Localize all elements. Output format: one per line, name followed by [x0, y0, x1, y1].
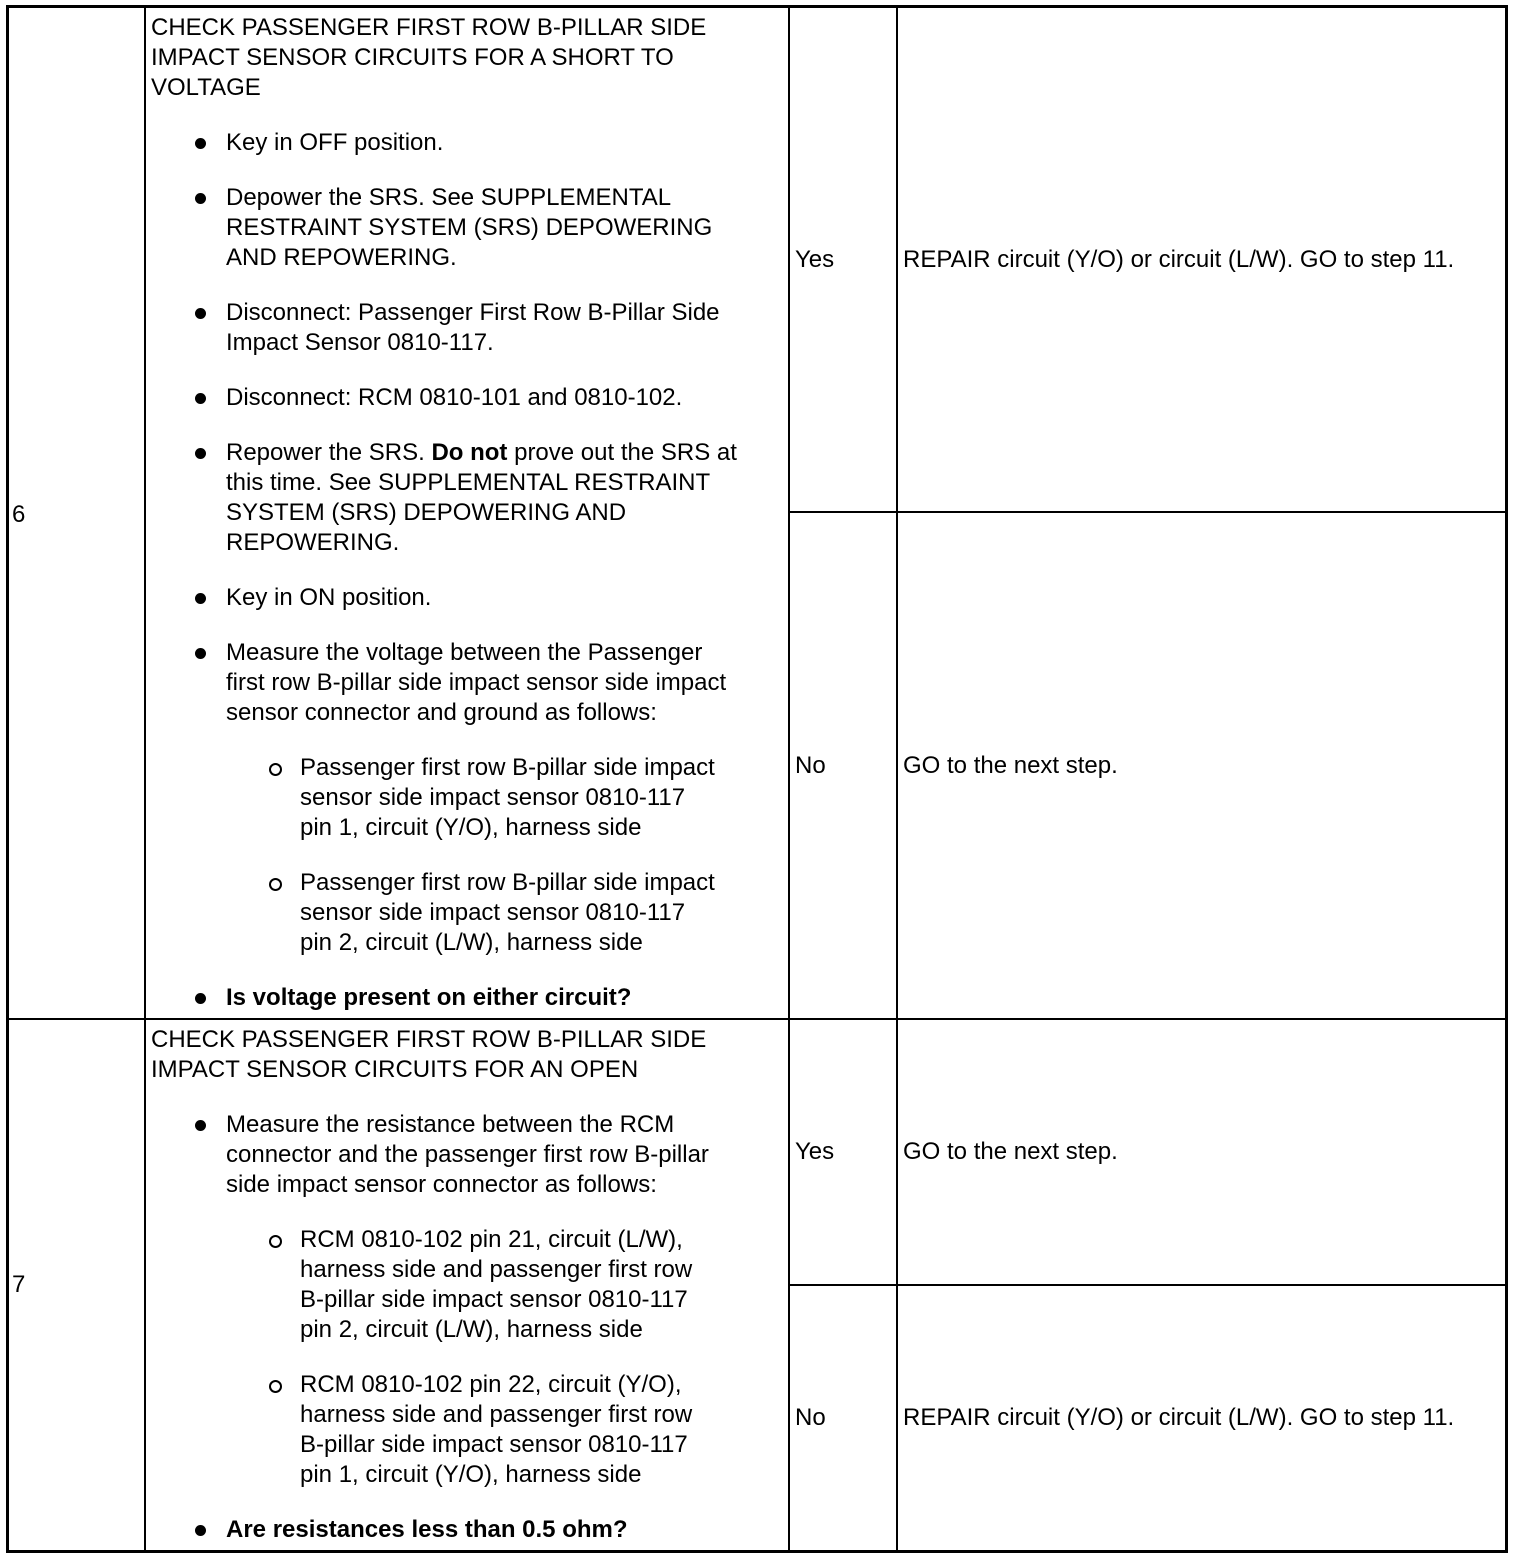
step-7-bullet-1-line-2: connector and the passenger first row B-pillar [226, 1141, 709, 1168]
sub-bullet-icon [269, 1235, 282, 1248]
step-6-sub-1-line-1: Passenger first row B-pillar side impact [300, 754, 715, 781]
step-7-yes-action: GO to the next step. [903, 1138, 1118, 1165]
step-7-sub-1-line-3: B-pillar side impact sensor 0810-117 [300, 1286, 688, 1313]
step-6-bullet-5-line-4: REPOWERING. [226, 529, 400, 556]
step-6-sub-2-line-2: sensor side impact sensor 0810-117 [300, 899, 686, 926]
step-6-sub-1-line-3: pin 1, circuit (Y/O), harness side [300, 814, 642, 841]
step-6-sub-2-line-1: Passenger first row B-pillar side impact [300, 869, 715, 896]
step-6-bullet-6: Key in ON position. [226, 584, 432, 611]
step-7-question: Are resistances less than 0.5 ohm? [226, 1516, 628, 1543]
bullet-icon [195, 393, 206, 404]
step-7-sub-2-line-2: harness side and passenger first row [300, 1401, 693, 1428]
col-divider-3 [896, 6, 898, 1552]
step-6-bullet-5-line-3: SYSTEM (SRS) DEPOWERING AND [226, 499, 627, 526]
row-divider-6-yesno [789, 511, 1507, 513]
step-7-bullet-1-line-1: Measure the resistance between the RCM [226, 1111, 675, 1138]
bullet-icon [195, 1525, 206, 1536]
step-6-bullet-2-line-1: Depower the SRS. See SUPPLEMENTAL [226, 184, 672, 211]
step-6-question: Is voltage present on either circuit? [226, 984, 632, 1011]
col-divider-2 [788, 6, 790, 1552]
bullet-icon [195, 308, 206, 319]
step-6-bullet-4: Disconnect: RCM 0810-101 and 0810-102. [226, 384, 683, 411]
step-7-no-label: No [795, 1404, 826, 1431]
step-7-number: 7 [12, 1271, 26, 1298]
step-6-bullet-3-line-2: Impact Sensor 0810-117. [226, 329, 494, 356]
step-6-yes-label: Yes [795, 246, 835, 273]
step-6-sub-2-line-3: pin 2, circuit (L/W), harness side [300, 929, 643, 956]
step-6-bullet-3-line-1: Disconnect: Passenger First Row B-Pillar Side [226, 299, 720, 326]
step-7-sub-2-line-4: pin 1, circuit (Y/O), harness side [300, 1461, 642, 1488]
bullet-icon [195, 448, 206, 459]
sub-bullet-icon [269, 1380, 282, 1393]
step-6-bullet-5-line-2: this time. See SUPPLEMENTAL RESTRAINT [226, 469, 711, 496]
step-6-bullet-5-post: prove out the SRS at [514, 439, 737, 466]
bullet-icon [195, 138, 206, 149]
bullet-icon [195, 1120, 206, 1131]
step-6-yes-action: REPAIR circuit (Y/O) or circuit (L/W). GO to step 11. [903, 246, 1455, 273]
sub-bullet-icon [269, 763, 282, 776]
bullet-icon [195, 193, 206, 204]
step-7-yes-label: Yes [795, 1138, 835, 1165]
step-7-title-line-2: IMPACT SENSOR CIRCUITS FOR AN OPEN [151, 1056, 639, 1083]
step-7-title-line-1: CHECK PASSENGER FIRST ROW B-PILLAR SIDE [151, 1026, 707, 1053]
step-6-no-action: GO to the next step. [903, 752, 1118, 779]
step-7-sub-1-line-1: RCM 0810-102 pin 21, circuit (L/W), [300, 1226, 683, 1253]
step-6-number: 6 [12, 501, 26, 528]
step-6-title-line-3: VOLTAGE [151, 74, 261, 101]
step-6-title-line-1: CHECK PASSENGER FIRST ROW B-PILLAR SIDE [151, 14, 707, 41]
bullet-icon [195, 648, 206, 659]
step-6-bullet-7-line-2: first row B-pillar side impact sensor side impact [226, 669, 727, 696]
step-6-bullet-2-line-2: RESTRAINT SYSTEM (SRS) DEPOWERING [226, 214, 713, 241]
col-divider-1 [144, 6, 146, 1552]
bullet-icon [195, 993, 206, 1004]
step-7-sub-1-line-4: pin 2, circuit (L/W), harness side [300, 1316, 643, 1343]
step-6-title-line-2: IMPACT SENSOR CIRCUITS FOR A SHORT TO [151, 44, 674, 71]
bullet-icon [195, 593, 206, 604]
sub-bullet-icon [269, 878, 282, 891]
step-6-bullet-7-line-1: Measure the voltage between the Passenger [226, 639, 703, 666]
step-6-bullet-7-line-3: sensor connector and ground as follows: [226, 699, 657, 726]
step-6-sub-1-line-2: sensor side impact sensor 0810-117 [300, 784, 686, 811]
step-6-bullet-1: Key in OFF position. [226, 129, 444, 156]
row-divider-6-7 [7, 1018, 1507, 1020]
step-6-no-label: No [795, 752, 826, 779]
step-7-sub-1-line-2: harness side and passenger first row [300, 1256, 693, 1283]
step-7-bullet-1-line-3: side impact sensor connector as follows: [226, 1171, 657, 1198]
step-6-bullet-5-emphasis: Do not [431, 439, 508, 466]
step-6-bullet-2-line-3: AND REPOWERING. [226, 244, 457, 271]
row-divider-7-yesno [789, 1284, 1507, 1286]
step-7-no-action: REPAIR circuit (Y/O) or circuit (L/W). GO to step 11. [903, 1404, 1455, 1431]
step-6-bullet-5-line-1 [226, 438, 737, 468]
step-7-sub-2-line-3: B-pillar side impact sensor 0810-117 [300, 1431, 688, 1458]
step-7-sub-2-line-1: RCM 0810-102 pin 22, circuit (Y/O), [300, 1371, 682, 1398]
step-6-bullet-5-pre: Repower the SRS. [226, 439, 425, 466]
